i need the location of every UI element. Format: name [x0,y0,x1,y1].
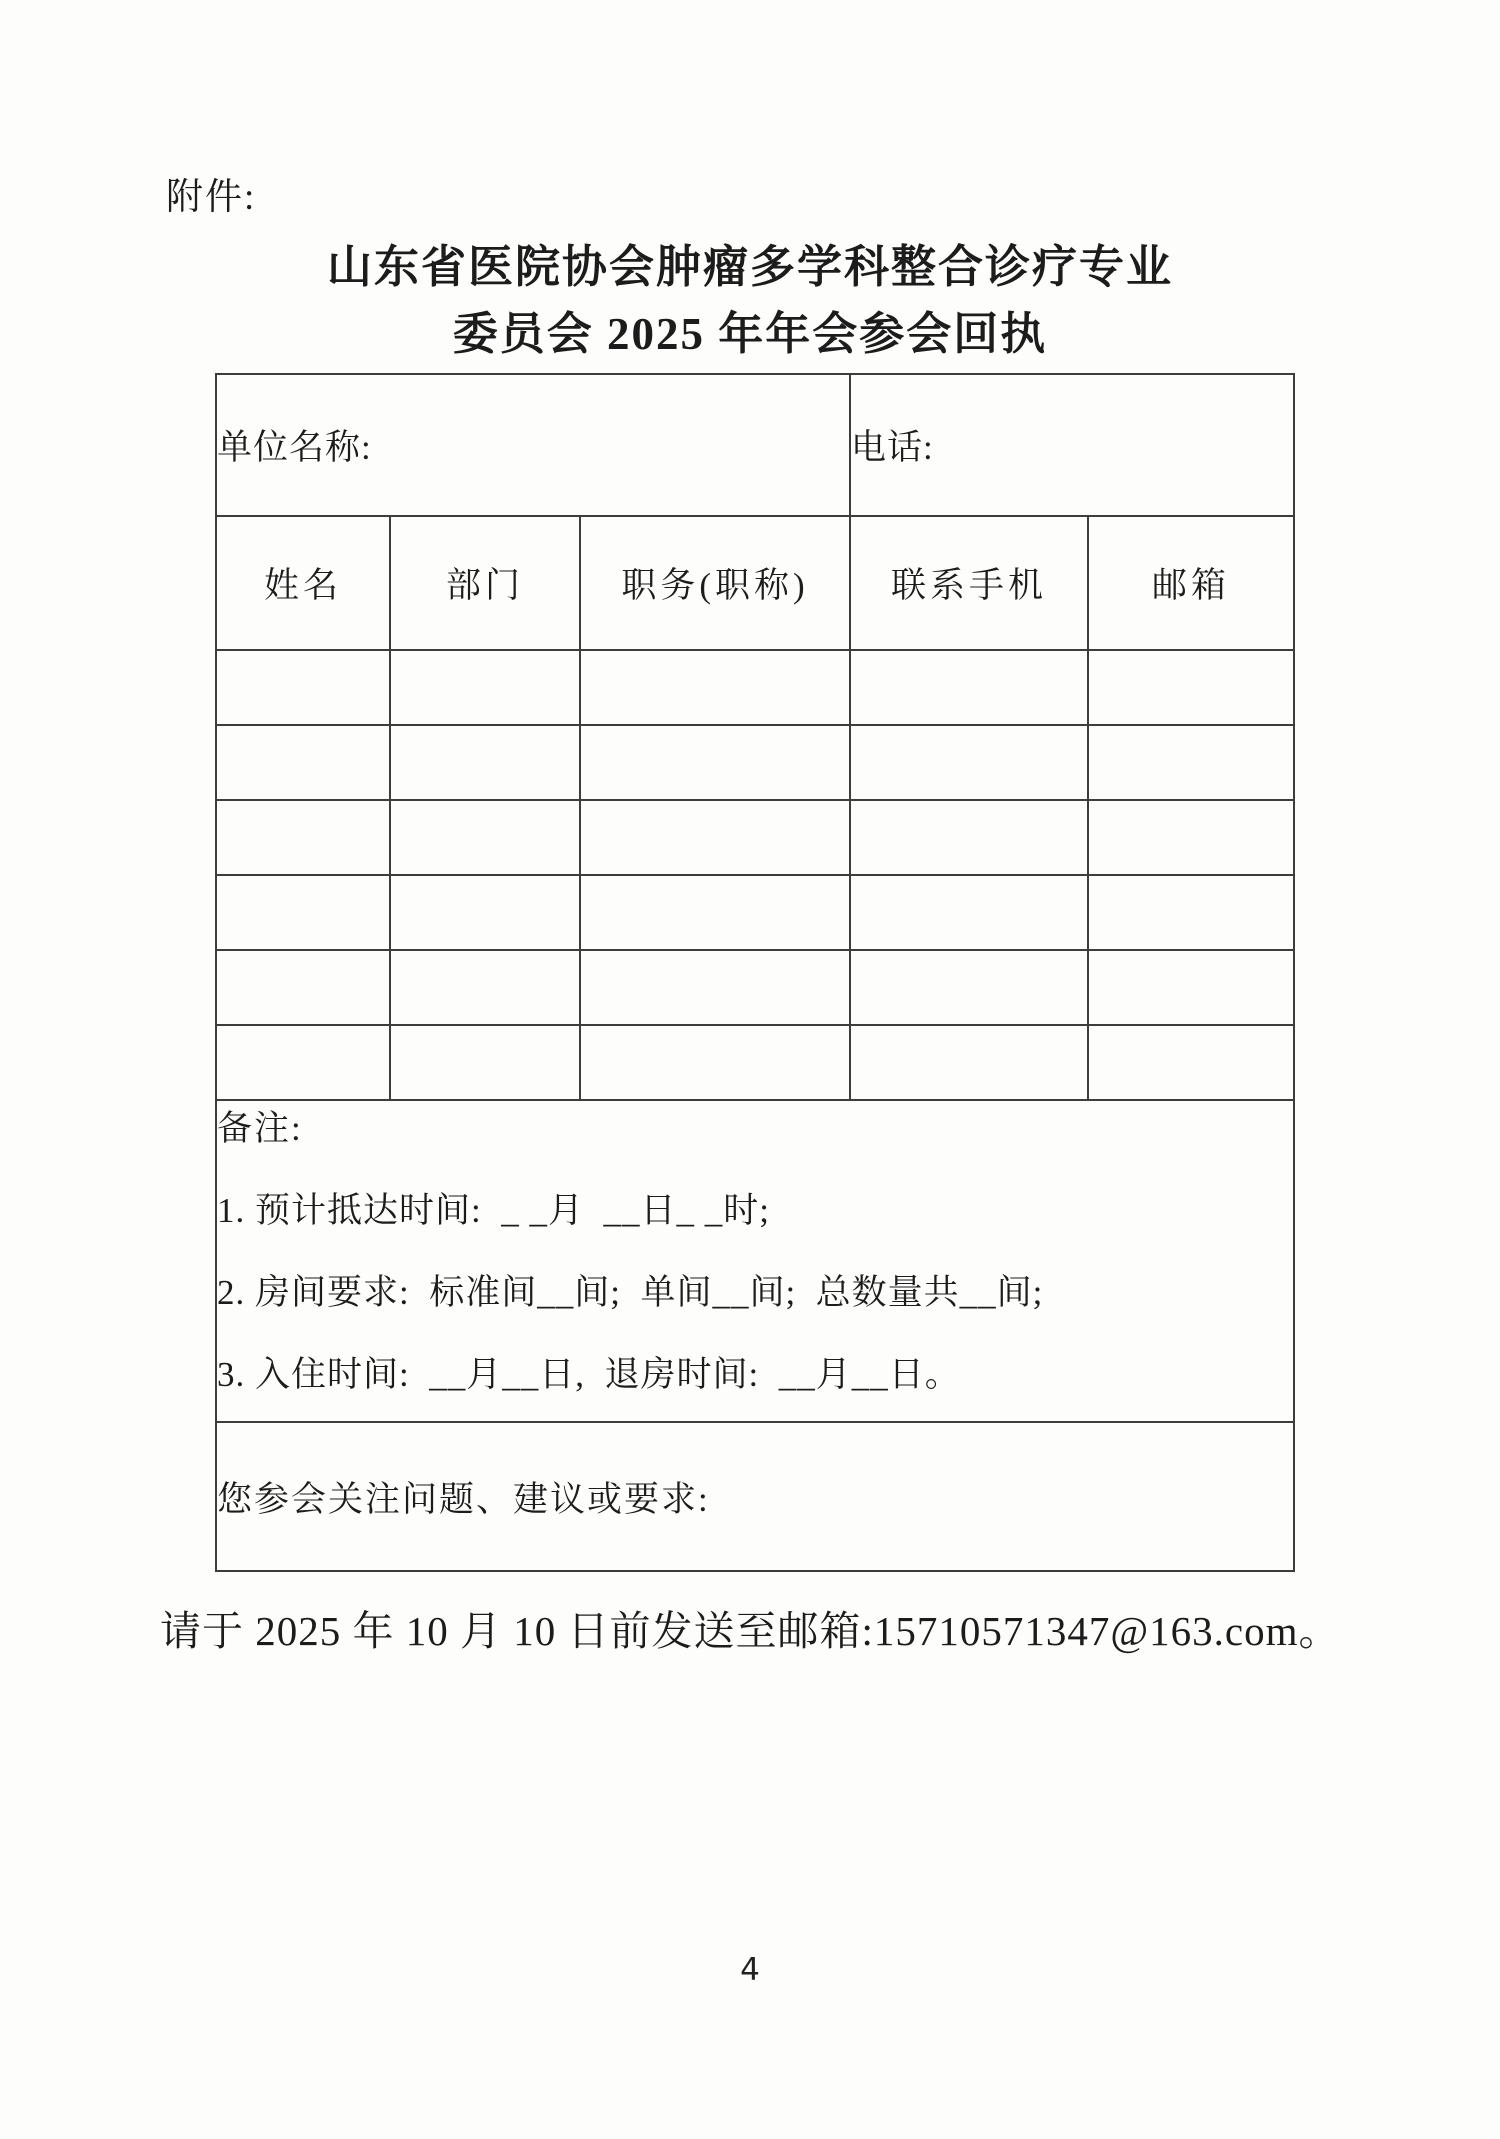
empty-form-cell [1088,725,1294,800]
note-item-checkin-checkout: 3. 入住时间: __月__日, 退房时间: __月__日。 [217,1355,961,1394]
empty-form-cell [1088,1025,1294,1100]
empty-form-cell [216,875,390,950]
empty-form-cell [1088,650,1294,725]
notes-cell [216,1100,1294,1422]
table-row [216,950,1294,1025]
empty-form-cell [1088,875,1294,950]
empty-form-cell [1088,800,1294,875]
column-header-department: 部门 [390,516,580,650]
empty-form-cell [216,725,390,800]
empty-form-cell [390,950,580,1025]
phone-cell [850,374,1294,516]
page-number: 4 [740,1952,760,1988]
empty-form-cell [390,650,580,725]
phone-label: 电话: [851,428,934,467]
empty-form-cell [390,1025,580,1100]
feedback-row [216,1422,1294,1571]
unit-name-label: 单位名称: [217,428,372,467]
empty-form-cell [850,725,1088,800]
empty-form-cell [390,725,580,800]
empty-form-cell [1088,950,1294,1025]
title-line-1: 山东省医院协会肿瘤多学科整合诊疗专业 [326,242,1173,292]
notes-label: 备注: [217,1109,303,1148]
unit-phone-row [216,374,1294,516]
attendee-rows [216,650,1294,1100]
feedback-cell [216,1422,1294,1571]
column-header-row [216,516,1294,650]
empty-form-cell [850,950,1088,1025]
table-row [216,1025,1294,1100]
note-item-arrival-time: 1. 预计抵达时间: _ _月 __日_ _时; [217,1191,770,1230]
empty-form-cell [580,800,850,875]
empty-form-cell [216,800,390,875]
table-row [216,800,1294,875]
empty-form-cell [216,650,390,725]
footer-note: 请于 2025 年 10 月 10 日前发送至邮箱:15710571347@163.com。 [160,1608,1341,1654]
empty-form-cell [850,875,1088,950]
notes-row [216,1100,1294,1422]
empty-form-cell [580,650,850,725]
empty-form-cell [390,875,580,950]
attachment-label: 附件: [166,177,257,218]
empty-form-cell [580,1025,850,1100]
title-line-2: 委员会 2025 年年会参会回执 [452,309,1048,359]
column-header-mobile: 联系手机 [850,516,1088,650]
document-title [0,234,1500,368]
unit-name-cell [216,374,850,516]
empty-form-cell [390,800,580,875]
column-header-position: 职务(职称) [580,516,850,650]
table-row [216,875,1294,950]
table-row [216,725,1294,800]
empty-form-cell [580,950,850,1025]
feedback-label: 您参会关注问题、建议或要求: [217,1479,710,1519]
column-header-email: 邮箱 [1088,516,1294,650]
empty-form-cell [850,800,1088,875]
empty-form-cell [850,1025,1088,1100]
empty-form-cell [216,950,390,1025]
empty-form-cell [580,725,850,800]
note-item-room-requirements: 2. 房间要求: 标准间__间; 单间__间; 总数量共__间; [217,1273,1044,1312]
table-row [216,650,1294,725]
empty-form-cell [850,650,1088,725]
column-header-name: 姓名 [216,516,390,650]
empty-form-cell [580,875,850,950]
reply-form-table [215,373,1295,1572]
empty-form-cell [216,1025,390,1100]
